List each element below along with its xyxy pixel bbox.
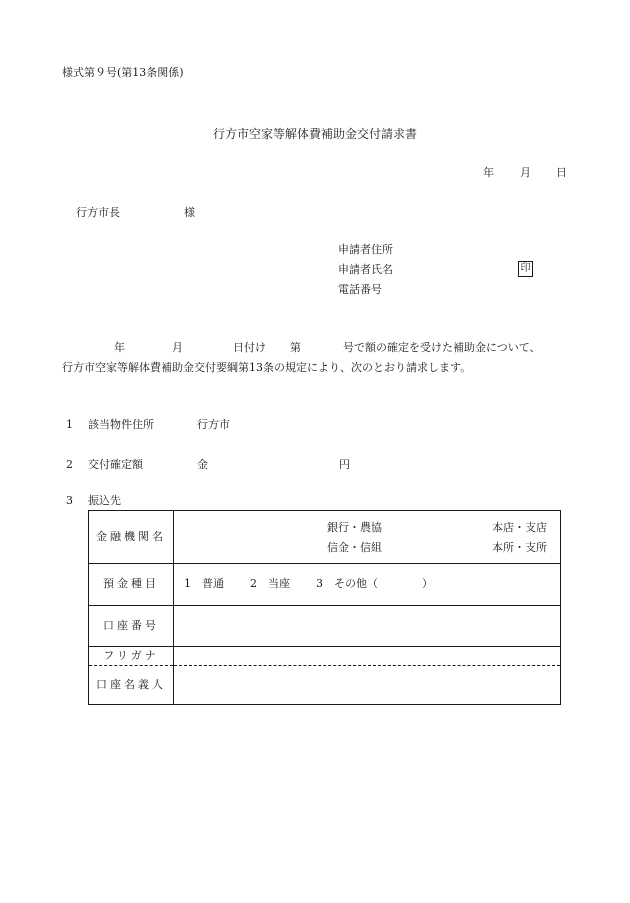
account-holder-label: 口座名義人 [89, 666, 174, 705]
amount-yen-label: 円 [339, 458, 350, 471]
property-address-value: 行方市 [197, 418, 230, 431]
deposit-type-options[interactable] [174, 564, 561, 606]
deposit-type-current[interactable]: 2 当座 [250, 577, 290, 591]
applicant-address-label: 申請者住所 [338, 243, 393, 256]
table-row [89, 564, 561, 606]
furigana-field[interactable] [174, 647, 561, 666]
body-year-label: 年 [114, 341, 125, 354]
furigana-label: フリガナ [89, 647, 174, 666]
applicant-phone-label: 電話番号 [338, 283, 382, 296]
deposit-type-label: 預金種目 [89, 564, 174, 606]
deposit-type-other[interactable]: 3 その他（ ） [316, 577, 433, 591]
institution-field[interactable] [174, 511, 561, 564]
item-number: 1 [66, 418, 73, 431]
addressee-honorific: 様 [184, 206, 195, 219]
date-day-label: 日 [556, 166, 567, 179]
document-title: 行方市空家等解体費補助金交付請求書 [212, 127, 417, 141]
confirmed-amount-label: 交付確定額 [88, 458, 143, 471]
form-number-label: 様式第９号(第13条関係) [62, 66, 184, 79]
bank-option: 銀行・農協 [327, 521, 382, 534]
branch-option-alt: 本所・支所 [492, 541, 547, 554]
table-row [89, 647, 561, 666]
credit-option: 信金・信組 [327, 541, 382, 554]
applicant-name-label: 申請者氏名 [338, 263, 393, 276]
body-text-line2: 行方市空家等解体費補助金交付要綱第13条の規定により、次のとおり請求します。 [62, 361, 472, 374]
table-row [89, 666, 561, 705]
table-row [89, 606, 561, 647]
body-dated-label: 日付け [233, 341, 266, 354]
item-number: 2 [66, 458, 73, 471]
date-year-label: 年 [483, 166, 494, 179]
body-number-prefix: 第 [290, 341, 301, 354]
branch-option: 本店・支店 [492, 521, 547, 534]
date-month-label: 月 [520, 166, 531, 179]
property-address-label: 該当物件住所 [88, 418, 154, 431]
table-row [89, 511, 561, 564]
account-number-label: 口座番号 [89, 606, 174, 647]
addressee-name: 行方市長 [76, 206, 120, 219]
amount-kin-label: 金 [197, 458, 208, 471]
seal-mark: 印 [518, 261, 533, 277]
bank-transfer-table [88, 510, 561, 705]
item-number: 3 [66, 494, 73, 507]
account-number-field[interactable] [174, 606, 561, 647]
deposit-type-ordinary[interactable]: 1 普通 [184, 577, 224, 591]
transfer-destination-label: 振込先 [88, 494, 121, 507]
institution-label: 金融機関名 [89, 511, 174, 564]
body-text-line1: 号で額の確定を受けた補助金について、 [343, 341, 541, 354]
account-holder-field[interactable] [174, 666, 561, 705]
body-month-label: 月 [172, 341, 183, 354]
